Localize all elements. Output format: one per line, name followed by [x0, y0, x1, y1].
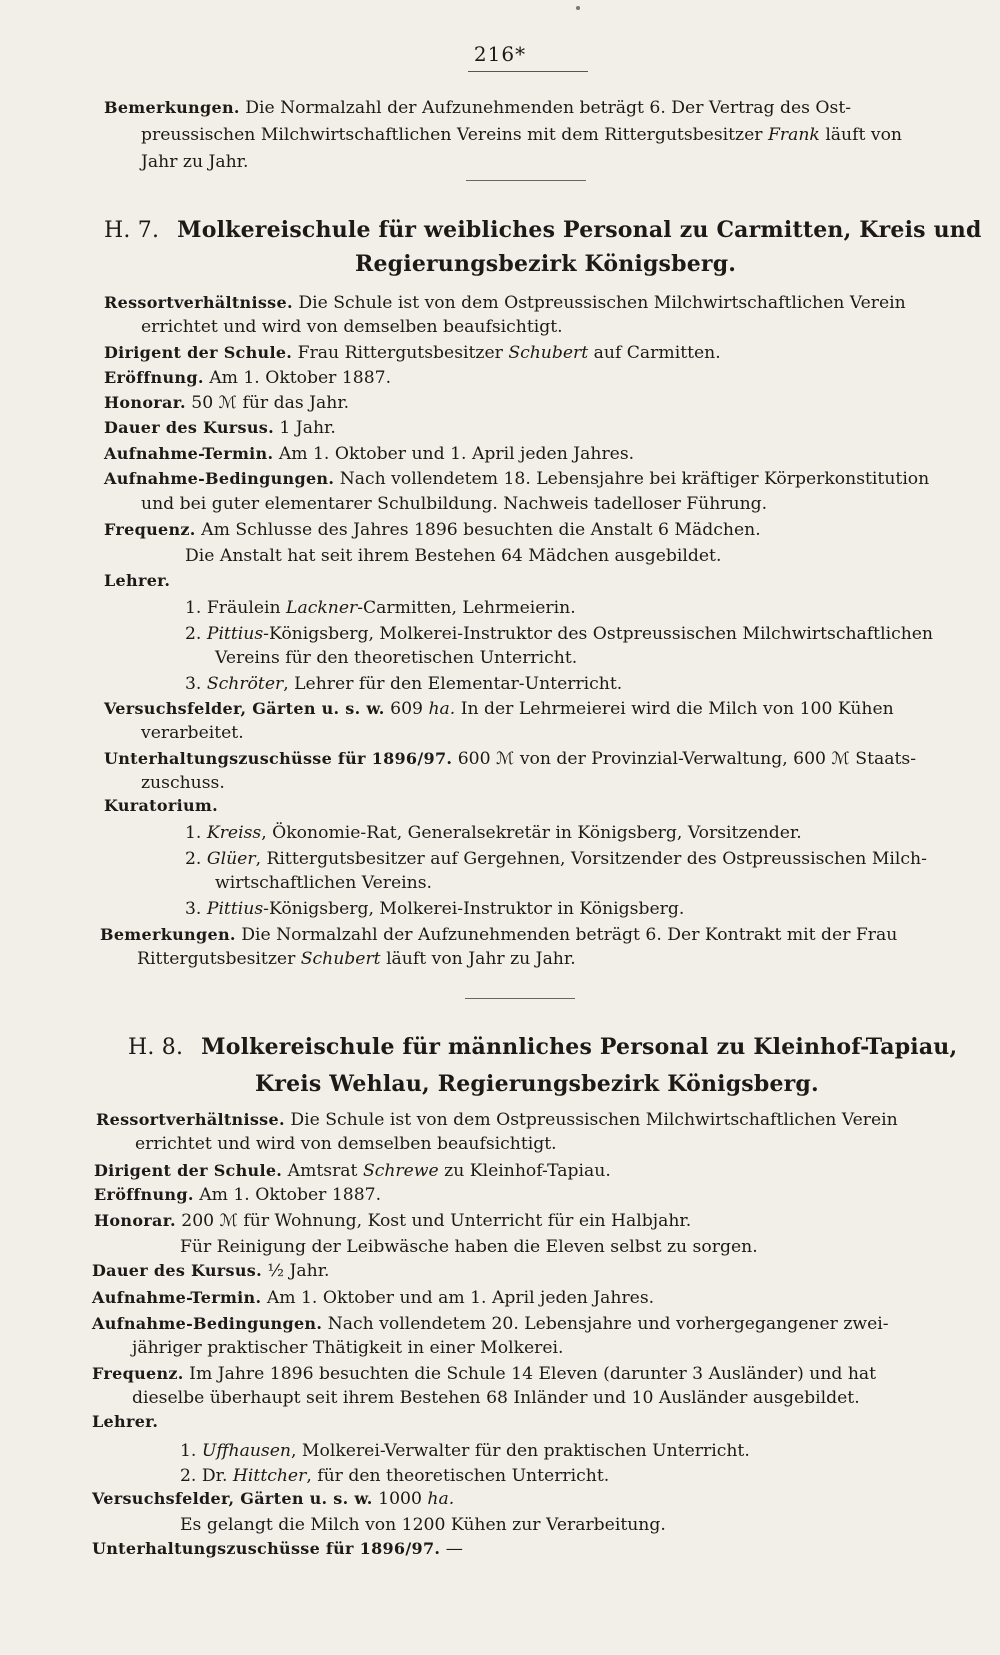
h8-bedingungen — [92, 1313, 889, 1335]
h7-bemerkungen-line-2 — [137, 948, 576, 970]
intro-remarks-text-2: preussischen Milchwirtschaftlichen Vereins mit dem Rittergutsbesitzer — [141, 125, 763, 145]
h8-frequenz-text-1: Im Jahre 1896 besuchten die Schule 14 Eleven (darunter 3 Ausländer) und hat — [189, 1364, 877, 1384]
h7-bedingungen-label: Aufnahme-Bedingungen. — [104, 469, 335, 488]
h7-kuratorium-2-post: , Rittergutsbesitzer auf Gergehnen, Vorsitzender des Ostpreussischen Milch- — [255, 849, 927, 869]
h8-dirigent-post: zu Kleinhof-Tapiau. — [444, 1161, 611, 1181]
h7-versuchsfelder-label: Versuchsfelder, Gärten u. s. w. — [104, 699, 385, 718]
h7-kuratorium-3 — [185, 898, 684, 920]
h7-ressort-text-1: Die Schule ist von dem Ostpreussischen Milchwirtschaftlichen Verein — [298, 293, 906, 313]
h7-bemerkungen-text-1: Die Normalzahl der Aufzunehmenden beträgt 6. Der Kontrakt mit der Frau — [241, 925, 898, 945]
h8-unterhaltung — [92, 1538, 463, 1560]
h7-kuratorium-1-num: 1. — [185, 823, 202, 843]
ink-speck — [576, 6, 580, 10]
h8-ressort-label: Ressortverhältnisse. — [96, 1110, 285, 1129]
h8-versuchsfelder-value: 1000 — [378, 1489, 422, 1509]
intro-remarks-text-2b: läuft von — [825, 125, 902, 145]
h8-versuchsfelder-label: Versuchsfelder, Gärten u. s. w. — [92, 1489, 373, 1508]
h7-unterhaltung-label: Unterhaltungszuschüsse für 1896/97. — [104, 749, 453, 768]
h7-frequenz-label: Frequenz. — [104, 520, 196, 539]
h7-heading-line-1 — [104, 216, 982, 245]
h7-dirigent-name: Schubert — [508, 343, 589, 363]
h7-lehrer-2-post: -Königsberg, Molkerei-Instruktor des Ostpreussischen Milchwirtschaftlichen — [263, 624, 933, 644]
h8-bedingungen-label: Aufnahme-Bedingungen. — [92, 1314, 323, 1333]
h7-dirigent — [104, 342, 721, 364]
h7-kuratorium — [104, 795, 218, 817]
h7-frequenz — [104, 519, 761, 541]
h7-dauer-text: 1 Jahr. — [279, 418, 336, 438]
h8-honorar-label: Honorar. — [94, 1211, 176, 1230]
h7-bedingungen — [104, 468, 929, 490]
h8-bedingungen-text-1: Nach vollendetem 20. Lebensjahre und vorhergegangener zwei- — [327, 1314, 889, 1334]
h8-frequenz-label: Frequenz. — [92, 1364, 184, 1383]
h8-honorar — [94, 1210, 691, 1232]
h7-bemerkungen — [100, 924, 897, 946]
section-divider-2 — [465, 998, 575, 999]
h8-eroeffnung-text: Am 1. Oktober 1887. — [199, 1185, 382, 1205]
h8-ressort-text-1: Die Schule ist von dem Ostpreussischen Milchwirtschaftlichen Verein — [290, 1110, 898, 1130]
intro-remarks-line-1 — [104, 97, 851, 119]
h7-lehrer-label: Lehrer. — [104, 571, 171, 590]
h7-frequenz-text-1: Am Schlusse des Jahres 1896 besuchten die Anstalt 6 Mädchen. — [201, 520, 761, 540]
h7-lehrer-1-name: Lackner — [286, 598, 358, 618]
h7-lehrer-1-post: -Carmitten, Lehrmeierin. — [357, 598, 576, 618]
h7-kuratorium-3-num: 3. — [185, 899, 202, 919]
h7-versuchsfelder-text: In der Lehrmeierei wird die Milch von 100 Kühen — [460, 699, 894, 719]
h7-lehrer-2-num: 2. — [185, 624, 202, 644]
h7-termin — [104, 443, 634, 465]
h7-termin-text: Am 1. Oktober und 1. April jeden Jahres. — [278, 444, 635, 464]
h7-ressort-label: Ressortverhältnisse. — [104, 293, 293, 312]
h8-lehrer-label: Lehrer. — [92, 1412, 159, 1431]
h7-kuratorium-label: Kuratorium. — [104, 796, 218, 815]
h8-termin-label: Aufnahme-Termin. — [92, 1288, 262, 1307]
h7-lehrer-2 — [185, 623, 933, 645]
h7-kuratorium-1 — [185, 822, 802, 844]
h7-kuratorium-2 — [185, 848, 927, 870]
h8-lehrer-1-name: Uffhausen — [201, 1441, 291, 1461]
h7-dauer-label: Dauer des Kursus. — [104, 418, 274, 437]
h7-unterhaltung-text-2: zuschuss. — [141, 773, 225, 793]
intro-remarks-name: Frank — [767, 125, 820, 145]
h7-lehrer-2-name: Pittius — [206, 624, 264, 644]
h7-lehrer-3-name: Schröter — [206, 674, 284, 694]
h8-eroeffnung-label: Eröffnung. — [94, 1185, 194, 1204]
intro-remarks-line-2 — [141, 124, 902, 146]
h7-lehrer-3 — [185, 673, 622, 695]
h8-eroeffnung — [94, 1184, 381, 1206]
h7-section-number: H. 7. — [104, 218, 160, 243]
h7-versuchsfelder-unit: ha. — [428, 699, 456, 719]
h7-dauer — [104, 417, 336, 439]
h7-honorar-label: Honorar. — [104, 393, 186, 412]
h7-lehrer-1 — [185, 597, 576, 619]
h7-versuchsfelder — [104, 698, 894, 720]
h7-kuratorium-1-post: , Ökonomie-Rat, Generalsekretär in Königsberg, Vorsitzender. — [261, 823, 802, 843]
h7-bedingungen-text-1: Nach vollendetem 18. Lebensjahre bei kräftiger Körperkonstitution — [339, 469, 930, 489]
h7-eroeffnung — [104, 367, 391, 389]
h7-ressort — [104, 292, 906, 314]
h7-honorar — [104, 392, 349, 414]
h7-heading-line-2: Regierungsbezirk Königsberg. — [355, 251, 737, 277]
h7-title-1: Molkereischule für weibliches Personal zu Carmitten, Kreis und — [177, 217, 982, 243]
h7-frequenz-text-2: Die Anstalt hat seit ihrem Bestehen 64 Mädchen ausgebildet. — [185, 546, 722, 566]
h8-title-1: Molkereischule für männliches Personal zu Kleinhof-Tapiau, — [201, 1034, 958, 1060]
h7-ressort-text-2: errichtet und wird von demselben beaufsichtigt. — [141, 317, 563, 337]
h7-lehrer-3-post: , Lehrer für den Elementar-Unterricht. — [283, 674, 623, 694]
section-divider — [466, 180, 586, 181]
h7-honorar-text: 50 ℳ für das Jahr. — [191, 393, 350, 413]
intro-remarks-text-1: Die Normalzahl der Aufzunehmenden beträgt 6. Der Vertrag des Ost- — [245, 98, 852, 118]
h8-lehrer-2-post: , für den theoretischen Unterricht. — [306, 1466, 610, 1486]
h7-kuratorium-2-name: Glüer — [206, 849, 256, 869]
h7-eroeffnung-label: Eröffnung. — [104, 368, 204, 387]
h7-bemerkungen-pre: Rittergutsbesitzer — [137, 949, 296, 969]
page-number-rule — [468, 71, 588, 72]
h8-unterhaltung-text: — — [445, 1539, 463, 1559]
h7-lehrer-2-cont: Vereins für den theoretischen Unterricht. — [215, 648, 578, 668]
h8-lehrer-1-num: 1. — [180, 1441, 197, 1461]
h7-termin-label: Aufnahme-Termin. — [104, 444, 274, 463]
h8-honorar-text-1: 200 ℳ für Wohnung, Kost und Unterricht für ein Halbjahr. — [181, 1211, 692, 1231]
h8-termin-text: Am 1. Oktober und am 1. April jeden Jahres. — [266, 1288, 655, 1308]
h8-ressort-text-2: errichtet und wird von demselben beaufsichtigt. — [135, 1134, 557, 1154]
h8-dauer-text: ½ Jahr. — [267, 1261, 330, 1281]
h7-kuratorium-3-name: Pittius — [206, 899, 264, 919]
h7-dirigent-label: Dirigent der Schule. — [104, 343, 293, 362]
h7-kuratorium-2-num: 2. — [185, 849, 202, 869]
h7-unterhaltung — [104, 748, 916, 770]
h7-lehrer-1-pre: Fräulein — [206, 598, 281, 618]
h7-versuchsfelder-value: 609 — [390, 699, 423, 719]
h7-bemerkungen-label: Bemerkungen. — [100, 925, 236, 944]
page-number: 216* — [473, 42, 527, 66]
intro-remarks-label: Bemerkungen. — [104, 98, 240, 117]
h7-kuratorium-2-cont: wirtschaftlichen Vereins. — [215, 873, 432, 893]
h7-dirigent-post: auf Carmitten. — [593, 343, 721, 363]
h8-frequenz — [92, 1363, 876, 1385]
h8-dauer — [92, 1260, 330, 1282]
h8-termin — [92, 1287, 654, 1309]
h8-lehrer-2-name: Hittcher — [232, 1466, 307, 1486]
h7-dirigent-pre: Frau Rittergutsbesitzer — [297, 343, 503, 363]
h8-versuchsfelder — [92, 1488, 454, 1510]
h8-bedingungen-text-2: jähriger praktischer Thätigkeit in einer Molkerei. — [132, 1338, 564, 1358]
h7-lehrer — [104, 570, 170, 592]
h8-frequenz-text-2: dieselbe überhaupt seit ihrem Bestehen 68 Inländer und 10 Ausländer ausgebildet. — [132, 1388, 860, 1408]
h7-unterhaltung-text-1: 600 ℳ von der Provinzial-Verwaltung, 600 ℳ Staats- — [457, 749, 917, 769]
h8-lehrer-2-num: 2. — [180, 1466, 197, 1486]
h8-unterhaltung-label: Unterhaltungszuschüsse für 1896/97. — [92, 1539, 441, 1558]
h7-lehrer-3-num: 3. — [185, 674, 202, 694]
h8-heading-line-2: Kreis Wehlau, Regierungsbezirk Königsberg. — [255, 1071, 819, 1097]
h8-dirigent-name: Schrewe — [362, 1161, 439, 1181]
h7-lehrer-1-num: 1. — [185, 598, 202, 618]
h7-bemerkungen-name: Schubert — [300, 949, 381, 969]
h8-lehrer-2-pre: Dr. — [201, 1466, 228, 1486]
intro-remarks-line-3: Jahr zu Jahr. — [141, 152, 249, 172]
h7-versuchsfelder-cont: verarbeitet. — [141, 723, 244, 743]
h8-lehrer-1-post: , Molkerei-Verwalter für den praktischen Unterricht. — [291, 1441, 750, 1461]
h8-lehrer — [92, 1411, 158, 1433]
h8-dirigent-label: Dirigent der Schule. — [94, 1161, 283, 1180]
h7-kuratorium-1-name: Kreiss — [206, 823, 262, 843]
h8-lehrer-2 — [180, 1465, 609, 1487]
h8-honorar-text-2: Für Reinigung der Leibwäsche haben die Eleven selbst zu sorgen. — [180, 1237, 758, 1257]
h8-ressort — [96, 1109, 898, 1131]
h7-kuratorium-3-post: -Königsberg, Molkerei-Instruktor in Königsberg. — [263, 899, 685, 919]
h8-dauer-label: Dauer des Kursus. — [92, 1261, 262, 1280]
h8-lehrer-1 — [180, 1440, 750, 1462]
h7-eroeffnung-text: Am 1. Oktober 1887. — [209, 368, 392, 388]
h7-bedingungen-text-2: und bei guter elementarer Schulbildung. Nachweis tadelloser Führung. — [141, 494, 768, 514]
h7-bemerkungen-post: läuft von Jahr zu Jahr. — [386, 949, 576, 969]
h8-heading-line-1 — [128, 1033, 957, 1062]
h8-section-number: H. 8. — [128, 1035, 184, 1060]
h8-dirigent — [94, 1160, 611, 1182]
h8-versuchsfelder-text-2: Es gelangt die Milch von 1200 Kühen zur Verarbeitung. — [180, 1515, 666, 1535]
h8-dirigent-pre: Amtsrat — [287, 1161, 358, 1181]
h8-versuchsfelder-unit: ha. — [427, 1489, 455, 1509]
